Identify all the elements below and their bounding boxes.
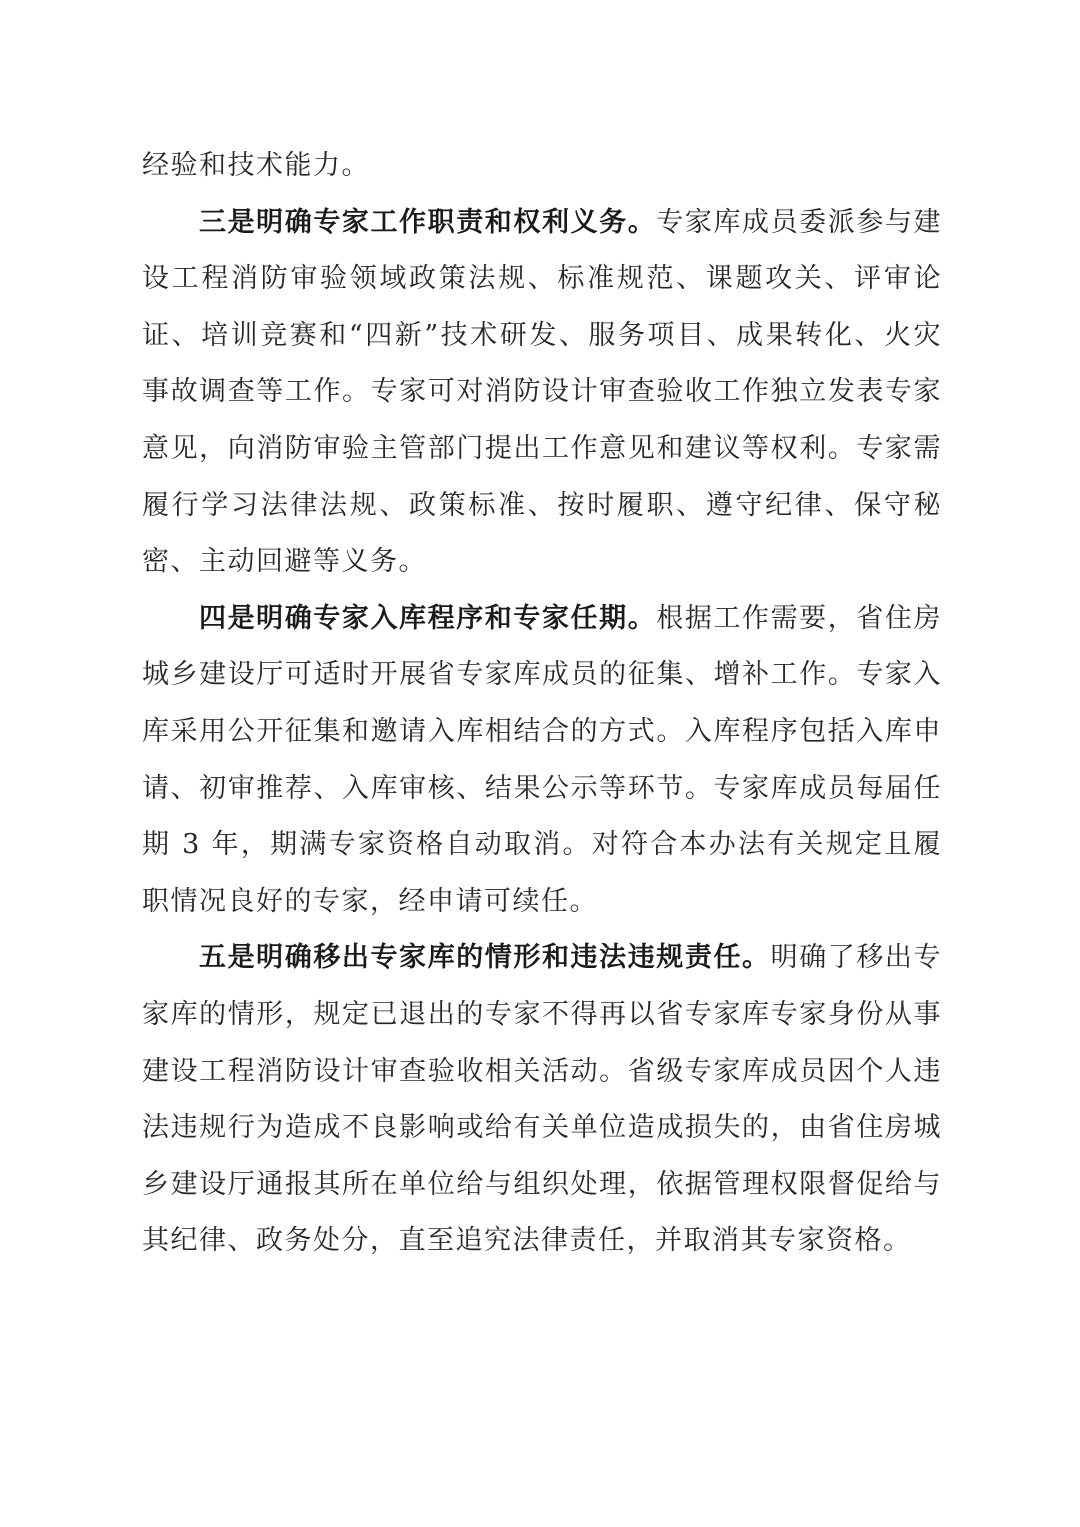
paragraph-heading: 三是明确专家工作职责和权利义务。	[199, 206, 657, 238]
paragraph-expert-duties	[142, 195, 942, 591]
paragraph-text: 专家库成员委派参与建设工程消防审验领域政策法规、标准规范、课题攻关、评审论证、培训竞赛和“四新”技术研发、服务项目、成果转化、火灾事故调查等工作。专家可对消防设计审查验收工作独立发表专家意见，向消防审验主管部门提出工作意见和建议等权利。专家需履行学习法律法规、政策标准、按时履职、遵守纪律、保守秘密、主动回避等义务。	[142, 206, 943, 578]
paragraph-heading: 五是明确移出专家库的情形和违法违规责任。	[199, 942, 771, 974]
paragraph-admission-procedure	[142, 591, 942, 931]
paragraph-text: 经验和技术能力。	[142, 150, 370, 181]
paragraph-text: 明确了移出专家库的情形，规定已退出的专家不得再以省专家库专家身份从事建设工程消防设计审查验收相关活动。省级专家库成员因个人违法违规行为造成不良影响或给有关单位造成损失的，由省住房城乡建设厅通报其所在单位给与组织处理，依据管理权限督促给与其纪律、政务处分，直至追究法律责任，并取消其专家资格。	[142, 942, 943, 1257]
paragraph-heading: 四是明确专家入库程序和专家任期。	[199, 602, 657, 634]
paragraph-text: 根据工作需要，省住房城乡建设厅可适时开展省专家库成员的征集、增补工作。专家入库采用公开征集和邀请入库相结合的方式。入库程序包括入库申请、初审推荐、入库审核、结果公示等环节。专家库成员每届任期 3 年，期满专家资格自动取消。对符合本办法有关规定且履职情况良好的专家，经申请可续任。	[142, 602, 943, 917]
paragraph-continuation	[142, 138, 942, 195]
document-body	[142, 138, 942, 1270]
paragraph-removal-liability	[142, 930, 942, 1270]
